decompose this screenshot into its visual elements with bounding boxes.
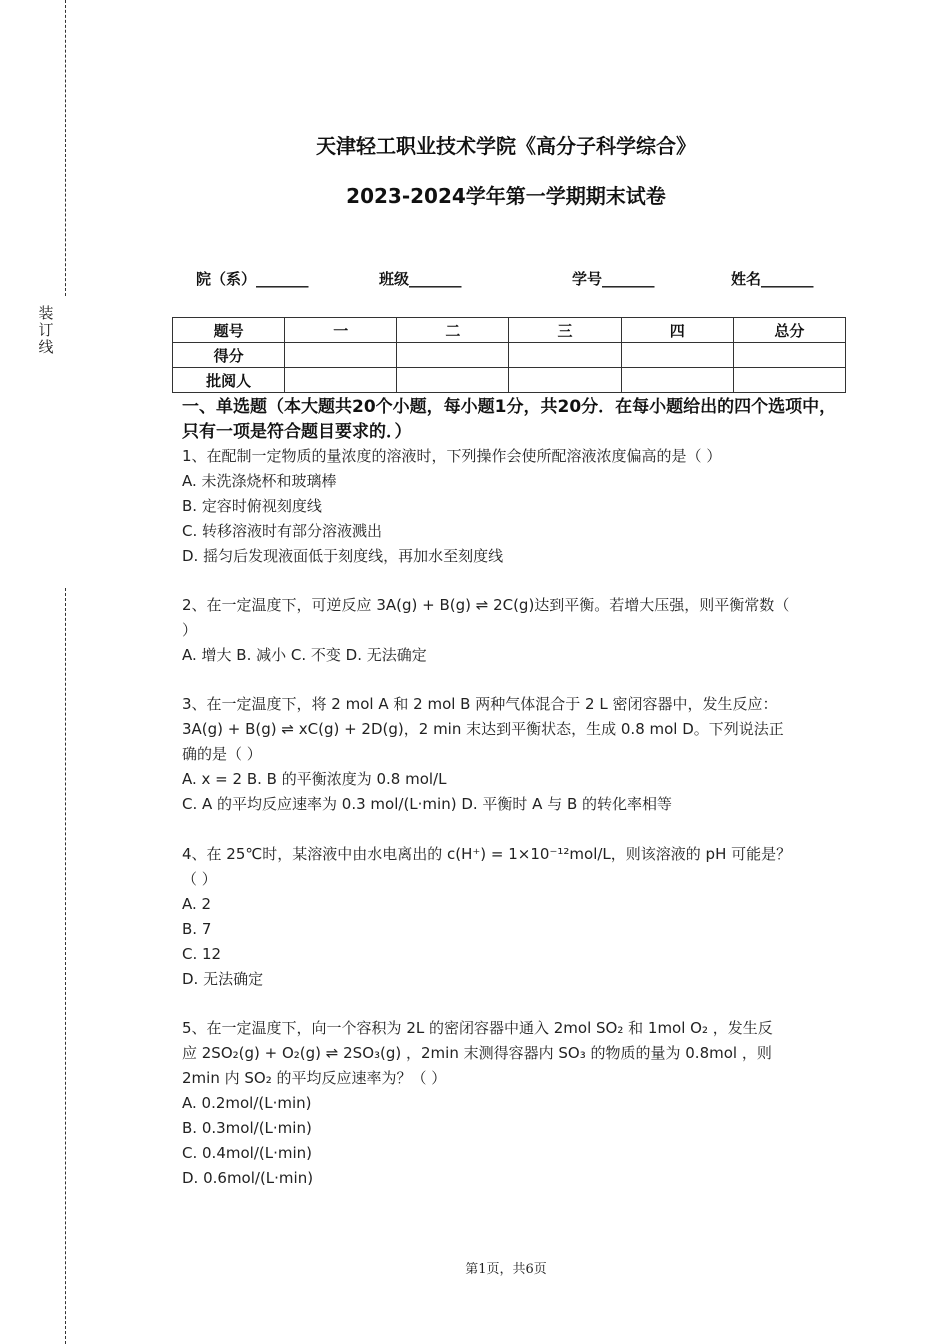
question-5-option-d: D. 0.6mol/(L·min) [182, 1169, 314, 1187]
question-5-option-c: C. 0.4mol/(L·min) [182, 1144, 312, 1162]
student-id-field: 学号_______ [572, 270, 655, 288]
question-5-option-b: B. 0.3mol/(L·min) [182, 1119, 312, 1137]
score-table-cell [397, 368, 509, 393]
score-table-cell [509, 343, 621, 368]
score-table-header-cell: 一 [285, 318, 397, 343]
score-table-header-cell: 四 [621, 318, 733, 343]
college-field: 院（系）_______ [196, 270, 309, 288]
score-table-row-label: 批阅人 [173, 368, 285, 393]
question-1-option-d: D. 摇匀后发现液面低于刻度线，再加水至刻度线 [182, 547, 504, 565]
question-1-stem: 1、在配制一定物质的量浓度的溶液时，下列操作会使所配溶液浓度偏高的是（ ） [182, 447, 722, 465]
question-3-options-line2: C. A 的平均反应速率为 0.3 mol/(L·min) D. 平衡时 A 与 B 的转化率相等 [182, 795, 673, 813]
question-2-stem-line2: ） [182, 621, 198, 639]
question-4-stem-line1: 4、在 25℃时，某溶液中由水电离出的 c(H⁺) = 1×10⁻¹²mol/L，则该溶液的 pH 可能是？ [182, 845, 792, 863]
question-2-stem-line1: 2、在一定温度下，可逆反应 3A(g) + B(g) ⇌ 2C(g)达到平衡。若增大压强，则平衡常数（ [182, 596, 790, 614]
question-4-stem-line2: （ ） [182, 870, 217, 888]
score-table-header-cell: 二 [397, 318, 509, 343]
score-table-cell [397, 343, 509, 368]
binding-label: 装订线 [38, 304, 54, 356]
class-field: 班级_______ [379, 270, 462, 288]
score-table-header-cell: 题号 [173, 318, 285, 343]
score-table-cell [285, 368, 397, 393]
score-table-cell [509, 368, 621, 393]
question-3-options-line1: A. x = 2 B. B 的平衡浓度为 0.8 mol/L [182, 770, 447, 788]
section-heading: 一、单选题（本大题共20个小题，每小题1分，共20分．在每小题给出的四个选项中，只有一项是符合题目要求的．） [182, 397, 837, 442]
binding-line-bottom [65, 588, 66, 1344]
score-table-cell [733, 368, 845, 393]
question-1-option-a: A. 未洗涤烧杯和玻璃棒 [182, 472, 337, 490]
question-5-stem-line3: 2min 内 SO₂ 的平均反应速率为？（ ） [182, 1069, 447, 1087]
page-number: 第1页，共6页 [465, 1262, 547, 1277]
score-table-cell [733, 343, 845, 368]
question-4-option-b: B. 7 [182, 920, 212, 938]
question-2-options: A. 增大 B. 减小 C. 不变 D. 无法确定 [182, 646, 427, 664]
score-table-cell [621, 368, 733, 393]
exam-title-line1: 天津轻工职业技术学院《高分子科学综合》 [316, 134, 696, 158]
score-table-header-row [173, 318, 846, 343]
question-3-stem-line2: 3A(g) + B(g) ⇌ xC(g) + 2D(g)，2 min 末达到平衡状态，生成 0.8 mol D。下列说法正 [182, 720, 784, 738]
score-table-row-label: 得分 [173, 343, 285, 368]
question-1-option-c: C. 转移溶液时有部分溶液溅出 [182, 522, 383, 540]
question-5-stem-line1: 5、在一定温度下，向一个容积为 2L 的密闭容器中通入 2mol SO₂ 和 1mol O₂ ，发生反 [182, 1019, 773, 1037]
exam-title-line2: 2023-2024学年第一学期期末试卷 [346, 184, 666, 208]
question-3-stem-line3: 确的是（ ） [182, 745, 262, 763]
name-field: 姓名_______ [731, 270, 814, 288]
question-5-option-a: A. 0.2mol/(L·min) [182, 1094, 312, 1112]
score-table-header-cell: 三 [509, 318, 621, 343]
question-3-stem-line1: 3、在一定温度下，将 2 mol A 和 2 mol B 两种气体混合于 2 L 密闭容器中，发生反应： [182, 695, 778, 713]
score-table-cell [621, 343, 733, 368]
score-table-row [173, 343, 846, 368]
question-4-option-d: D. 无法确定 [182, 970, 264, 988]
question-4-option-c: C. 12 [182, 945, 222, 963]
score-table-row [173, 368, 846, 393]
question-5-stem-line2: 应 2SO₂(g) + O₂(g) ⇌ 2SO₃(g) ，2min 末测得容器内 SO₃ 的物质的量为 0.8mol ，则 [182, 1044, 772, 1062]
score-table [172, 317, 846, 393]
score-table-cell [285, 343, 397, 368]
question-4-option-a: A. 2 [182, 895, 212, 913]
question-1-option-b: B. 定容时俯视刻度线 [182, 497, 322, 515]
score-table-header-cell: 总分 [733, 318, 845, 343]
